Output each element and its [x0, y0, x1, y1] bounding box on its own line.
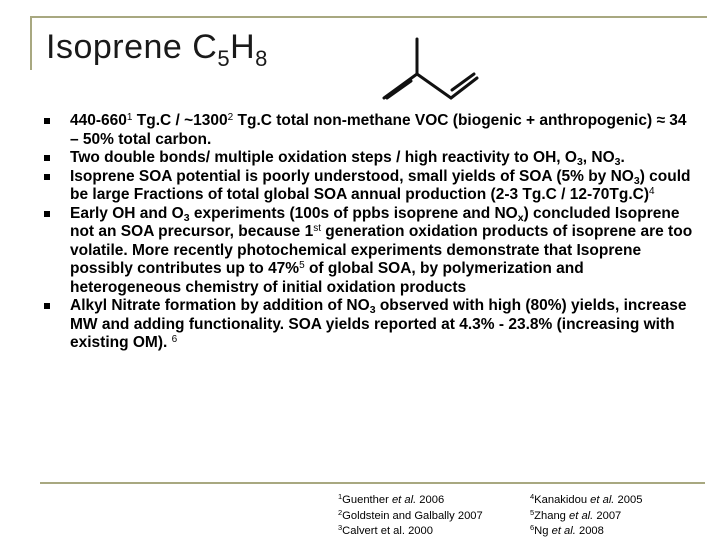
bullet-item: [70, 297, 698, 353]
bullet-subscript: 3: [614, 156, 621, 168]
bullet-subscript: 3: [576, 156, 583, 168]
title-text-h: H: [230, 28, 256, 66]
bullet-marker-icon: [44, 303, 50, 309]
reference-item: [530, 493, 642, 509]
isoprene-structure-diagram: [370, 34, 482, 106]
reference-number: 2: [338, 507, 343, 517]
references-column-1: [338, 493, 483, 540]
bullet-marker-icon: [44, 118, 50, 124]
reference-etal: et al.: [590, 494, 615, 506]
reference-author: Ng: [534, 525, 552, 537]
bullet-text: experiments (100s of ppbs isoprene and NO: [189, 204, 518, 222]
reference-author: Goldstein and Galbally 2007: [342, 509, 483, 522]
bullet-supscript: 6: [171, 334, 178, 345]
bullet-item: [70, 205, 698, 298]
title-text: Isoprene C: [46, 28, 218, 66]
bullet-text: Isoprene SOA potential is poorly understood, small yields of SOA (5% by NO: [70, 167, 634, 185]
bullet-subscript: x: [517, 211, 524, 224]
reference-number: 1: [338, 492, 343, 501]
reference-etal: et al.: [391, 494, 417, 506]
reference-item: [338, 493, 483, 509]
reference-etal: et al.: [569, 509, 594, 522]
bullet-text: Early OH and O: [70, 204, 184, 222]
reference-year: 2008: [575, 525, 604, 537]
reference-author: Zhang: [534, 509, 570, 522]
reference-year: 2007: [593, 509, 622, 522]
reference-author: Guenther: [342, 494, 392, 506]
reference-number: 5: [530, 507, 535, 517]
bullet-supscript: st: [313, 223, 321, 234]
title-frame: [30, 16, 707, 70]
bullet-text: Two double bonds/ multiple oxidation steps / high reactivity to OH, O: [70, 149, 577, 166]
bullet-item: [70, 112, 698, 149]
bullet-subscript: 3: [633, 174, 640, 187]
bullet-text: of global SOA, by polymerization and heterogeneous chemistry of initial oxidation products: [70, 260, 584, 296]
bullet-text: generation oxidation products of isoprene are too volatile. More recently photochemical experiments demonstrate that Isoprene possibly contributes up to 47%: [70, 223, 693, 277]
bullet-text: 440-660: [70, 112, 127, 129]
reference-item: [530, 509, 642, 525]
double-bond-1-inner: [387, 81, 411, 98]
reference-author: Kanakidou: [534, 494, 591, 506]
reference-number: 4: [530, 492, 535, 501]
title-subscript-5: 5: [217, 46, 231, 71]
single-bond: [417, 74, 451, 98]
bullet-subscript: 3: [183, 211, 190, 224]
bullet-marker-icon: [44, 174, 50, 180]
reference-divider: [40, 482, 705, 484]
title-subscript-8: 8: [255, 46, 268, 71]
slide-title: [46, 28, 268, 71]
reference-etal: et al.: [551, 525, 576, 537]
reference-year: 2005: [614, 494, 643, 506]
bullet-supscript: 4: [649, 186, 655, 197]
bullet-list: [70, 112, 698, 353]
bullet-item: [70, 168, 698, 205]
bullet-text: observed with high (80%) yields, increase MW and adding functionality. SOA yields reported at 4.3% - 23.8% (increasing with existing OM).: [70, 297, 687, 351]
bullet-item: [70, 149, 698, 168]
double-bond-1: [384, 74, 417, 98]
bullet-text: , NO: [582, 149, 615, 166]
bullet-supscript: 1: [126, 112, 133, 123]
bullet-text: .: [620, 149, 625, 166]
bullet-text: Tg.C total non-methane VOC (biogenic + anthropogenic) ≈ 34 – 50% total carbon.: [70, 112, 687, 148]
bullet-subscript: 3: [369, 304, 376, 316]
bullet-text: Alkyl Nitrate formation by addition of NO: [70, 297, 370, 314]
reference-item: [530, 524, 642, 540]
reference-item: [338, 524, 483, 540]
reference-year: 2006: [416, 494, 445, 506]
bullet-supscript: 2: [227, 112, 234, 123]
reference-author: Calvert et al. 2000: [342, 525, 433, 537]
bullet-text: Tg.C / ~1300: [132, 112, 228, 129]
bullet-supscript: 5: [299, 260, 305, 271]
bullet-marker-icon: [44, 211, 50, 217]
reference-number: 3: [338, 523, 343, 532]
bullet-marker-icon: [44, 155, 50, 161]
reference-number: 6: [530, 523, 535, 532]
bullet-text: ) could be large Fractions of total global SOA annual production (2-3 Tg.C / 12-70Tg.C): [70, 167, 691, 203]
references-column-2: [530, 493, 642, 540]
bullet-text: ) concluded Isoprene not an SOA precursor, because 1: [70, 204, 680, 240]
reference-item: [338, 509, 483, 525]
